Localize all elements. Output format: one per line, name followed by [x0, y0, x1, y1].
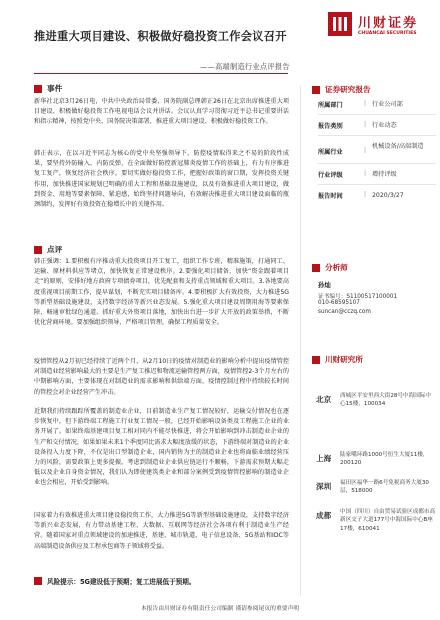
analyst-phone: 010-68595107 — [318, 300, 360, 306]
info-row-rating — [318, 170, 438, 179]
office-city-chengdu: 成都 — [316, 511, 332, 520]
column-divider — [300, 86, 301, 596]
event-paragraph-2: 韩正表示，在以习近平同志为核心的党中央坚强领导下，防控疫情取得来之不易的阶段性成果，要坚持外防输入、内防反弹，在全面做好防控新冠肺炎疫情工作的基础上，有力有序推进复工复产，恢复经济社会秩序。要切实做好稳投资工作，把握好政策的窗口期，发挥投资关键作用，加快推进国家规划已明确的重大工程和基础设施建设，以及有效推进重大项目建设，做到资金、用地等要素保障、紧迫感，始终坚持问题导向，有效解决推进重大项目建设面临的瓶颈制约，发挥好有效投资在稳增长中的关键作用。 — [34, 150, 289, 209]
section-square-icon — [34, 85, 42, 93]
page-footer: 本报告由川财证券有限责任公司编制 谨请参阅尾页的重要声明 — [140, 606, 300, 612]
info-value: 2020/3/27 — [372, 192, 404, 199]
info-separator: | — [364, 147, 367, 154]
info-row-report-type — [318, 121, 438, 130]
comment-paragraph-2: 疫情管控从2月初已经持续了近两个月，从2月10日的疫情对制造业的影响分析中提出疫情管控对制造业经营影响最大的主要是生产复工推迟和物流运输管控两方面，疫情管控2-3个月左右的中期影响方面，主要体现在对制造业的需求影响和供给端方面，疫情控制过程中持续较长时间的管控会对企业经营产生冲击。 — [34, 358, 289, 396]
research-institute-heading — [312, 354, 363, 365]
info-separator: | — [364, 191, 367, 198]
report-title: 推进重大项目建设、积极做好稳投资工作会议召开 — [34, 30, 287, 43]
info-divider — [318, 163, 436, 164]
office-city-shenzhen: 深圳 — [316, 482, 332, 491]
risk-warning — [34, 576, 195, 586]
analyst-email: suncan@cczq.com — [318, 309, 371, 315]
company-logo — [328, 10, 434, 56]
info-value: 行业公司部 — [372, 101, 403, 108]
report-subtitle: ——高端制造行业点评报告 — [200, 62, 290, 71]
info-label: 报告类别 — [318, 123, 343, 130]
logo-chinese-text: 川财证券 — [358, 16, 419, 31]
info-label: 所属部门 — [318, 102, 343, 109]
section-square-icon — [312, 86, 320, 94]
comment-paragraph-1: 韩正强调：1.要积极有序推动重大投资项目开工复工，组织工作专班，精准施策，打通同工、运输、原材料供应等堵点，加快恢复正常建设秩序。2.要强化项目储备，加快“资金跟着项目走”的原则，安排好地方政府专项债券项目，优先配套和支持重点领域和重大项目。3.各地要高度重视项目前期工作，提早谋划，不断充实项目储备库。4.要积极扩大有效投资，大力推进5G等新型基础设施建设，支持数字经济等新兴业态发展。5.强化重大项目建设周期用海等要素保障，畅通审批绿色通道。抓好重大外资项目落地，加快出台进一步扩大开放的政策举措，不断优化营商环境。要加强组织领导，严格项目管理，确保工程质量安全。 — [34, 258, 289, 327]
header-divider — [34, 73, 288, 74]
info-row-department — [318, 100, 438, 109]
info-value: 机械设备/高端制造 — [372, 143, 424, 150]
info-separator: | — [364, 170, 367, 177]
info-label: 行业评级 — [318, 172, 343, 179]
comment-paragraph-4: 国家着力有效推进重大项目建设稳投资工作，大力推进5G等新型基础设施建设，支持数字经济等新兴业态发展，有力带动基建工程、大数据、互联网等经济社会各项有利于制造业生产经营。随着国家对重点领域建设的加速推进，基建、城市轨道、电子信息设备、5G基站和IDC等高端制造设备供应及工程承包商等子领域将受益。 — [34, 512, 289, 550]
comment-paragraph-3: 近期我们持续跟踪所覆盖的制造业企业，目前制造业生产复工情况较好，运输交付情况也在逐步恢复中，但下游终端工程施工行业复工情况一般，已经开始影响设备类及工程施工企业的业务开展了。如果终端基建项目复工相对同内不能尽快推进，将会开始影响到冲击制造业企业的生产和交付情况，如果如果未来1个季度同比需求大幅度放缓的状态，下游终端对制造业的企业设备投入力度下降，不仅是出口型制造企业，国内销售为主的制造业企业也将面临业绩经营压力的风险，需要政策上更多提振。考虑到制造业企业供应链运行不顺畅，下游需求预期大幅走低以及企业自身资金情况，我们认为即使建筑类企业和部分案例受到疫情管控影响的制造业企业也会相应，开始受到影响。 — [34, 408, 289, 487]
info-value: 行业动态 — [372, 122, 397, 129]
research-report-heading-label: 证券研究报告 — [325, 85, 371, 94]
section-square-icon — [34, 246, 42, 254]
info-row-industry — [318, 142, 438, 156]
section-square-icon — [312, 356, 320, 364]
logo-mark-icon — [328, 12, 352, 36]
analyst-heading — [312, 262, 348, 273]
info-divider — [318, 184, 436, 185]
analyst-certificate: 证书编号：S1100517100001 — [318, 294, 398, 300]
info-divider — [318, 135, 436, 136]
comment-heading — [34, 244, 62, 255]
risk-warning-text: 风险提示：5G建设低于预期；复工进展低于预期。 — [47, 578, 196, 586]
info-separator: | — [364, 121, 367, 128]
office-address-beijing: 西城区平安里西大街28号中海国际中心15楼，100034 — [340, 393, 432, 408]
info-divider — [318, 114, 436, 115]
event-paragraph-1: 新华社北京3月26日电，中共中央政治局常委、国务院副总理韩正26日在北京出席推进重大项目建设、积极做好稳投资工作电视电话会议并讲话。会议认真学习贯彻习近平总书记重要讲话和指示精神，按照党中央、国务院决策部署，推进重大项目建设、积极做好稳投资工作。 — [34, 98, 289, 126]
analyst-name: 孙灿 — [318, 281, 331, 289]
info-label: 所属行业 — [318, 149, 343, 156]
office-city-beijing: 北京 — [316, 395, 332, 404]
section-square-icon — [312, 264, 320, 272]
office-address-shenzhen: 福田区福华一路6号免税商务大厦30层，518000 — [340, 480, 429, 495]
logo-english-text: CHUANCAI SECURITIES — [358, 31, 417, 36]
info-separator: | — [364, 100, 367, 107]
research-institute-heading-label: 川财研究所 — [325, 355, 363, 364]
office-address-chengdu: 中国（四川）自由贸易试验区成都市高新区交子大道177号中海国际中心B座17楼，610041 — [340, 509, 436, 532]
research-report-heading — [312, 84, 371, 95]
comment-heading-label: 点评 — [47, 245, 63, 254]
section-square-icon — [34, 577, 42, 585]
office-city-shanghai: 上海 — [316, 454, 332, 463]
info-row-report-date — [318, 191, 438, 200]
office-address-shanghai: 陆家嘴环路1000号恒生大厦11楼，200120 — [340, 452, 429, 467]
info-value: 增持评级 — [372, 171, 397, 178]
event-heading — [34, 83, 62, 94]
info-label: 报告时间 — [318, 193, 343, 200]
event-heading-label: 事件 — [47, 84, 63, 93]
analyst-heading-label: 分析师 — [325, 263, 348, 272]
